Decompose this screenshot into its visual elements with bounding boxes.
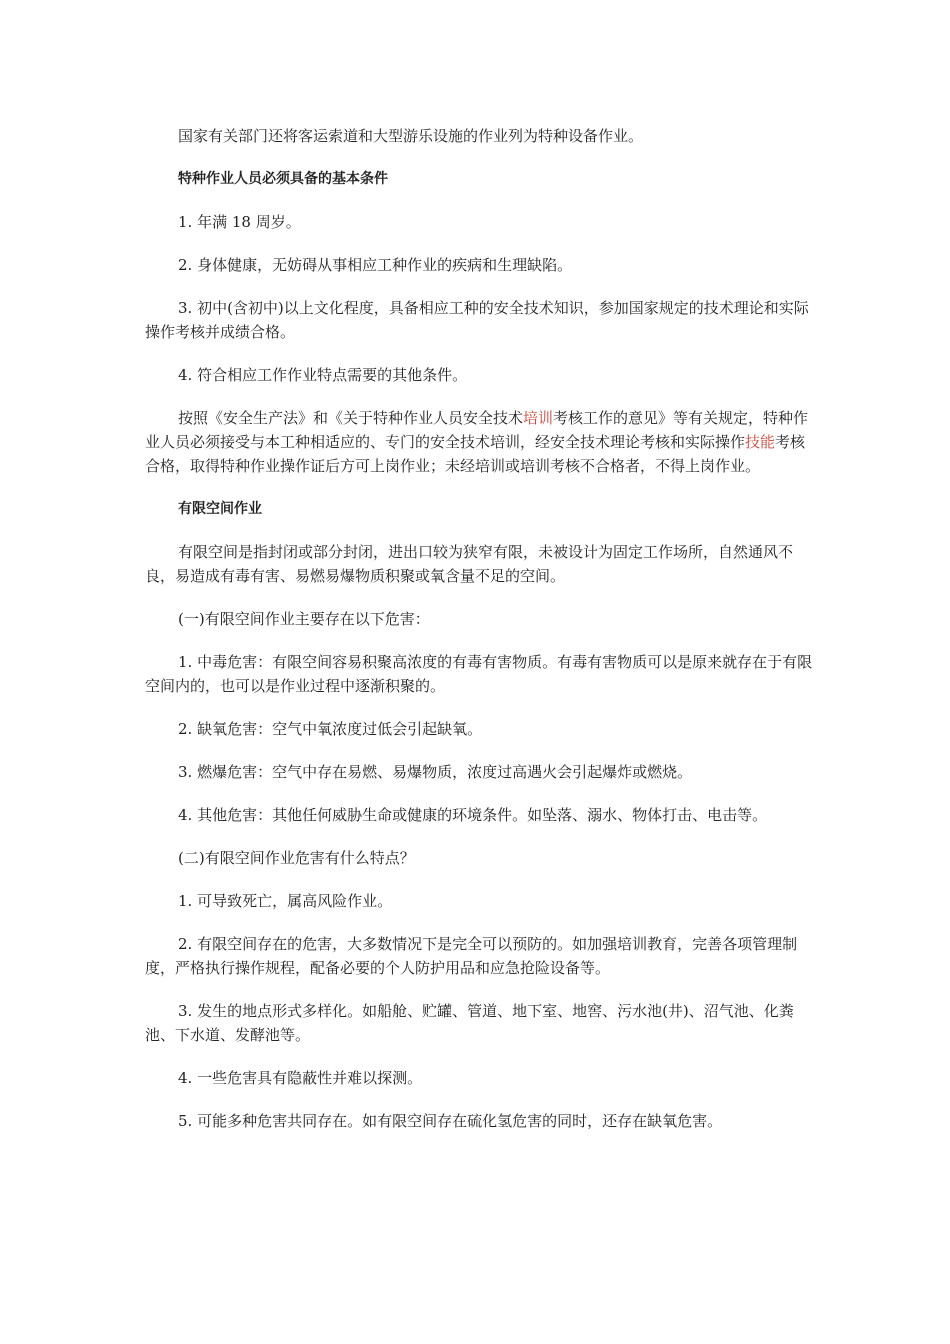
training-keyword-link[interactable]: 培训 <box>523 409 554 427</box>
section-heading-requirements: 特种作业人员必须具备的基本条件 <box>178 171 388 187</box>
list-item-requirement-1: 1. 年满 18 周岁。 <box>178 213 301 231</box>
list-item-feature-1: 1. 可导致死亡，属高风险作业。 <box>178 892 393 910</box>
list-item-feature-5: 5. 可能多种危害共同存在。如有限空间存在硫化氢危害的同时，还存在缺氧危害。 <box>178 1112 723 1130</box>
skill-keyword-link[interactable]: 技能 <box>745 433 776 451</box>
hazards-subheading: (一)有限空间作业主要存在以下危害： <box>178 610 430 628</box>
list-item-hazard-2: 2. 缺氧危害：空气中氧浓度过低会引起缺氧。 <box>178 720 483 738</box>
list-item-feature-4: 4. 一些危害具有隐蔽性并难以探测。 <box>178 1069 423 1087</box>
regulation-paragraph <box>145 406 815 478</box>
list-item-hazard-4: 4. 其他危害：其他任何威胁生命或健康的环境条件。如坠落、溺水、物体打击、电击等。 <box>178 806 768 824</box>
confined-space-definition: 有限空间是指封闭或部分封闭，进出口较为狭窄有限，未被设计为固定工作场所，自然通风不良，易造成有毒有害、易燃易爆物质积聚或氧含量不足的空间。 <box>145 543 794 585</box>
section-heading-confined-space: 有限空间作业 <box>178 501 262 517</box>
list-item-requirement-4: 4. 符合相应工作作业特点需要的其他条件。 <box>178 366 468 384</box>
list-item-hazard-1: 1. 中毒危害：有限空间容易积聚高浓度的有毒有害物质。有毒有害物质可以是原来就存在于有限空间内的，也可以是作业过程中逐渐积聚的。 <box>145 653 813 695</box>
list-item-requirement-3: 3. 初中(含初中)以上文化程度，具备相应工种的安全技术知识，参加国家规定的技术理论和实际操作考核并成绩合格。 <box>145 299 809 341</box>
regulation-text-part3: 考核合格，取得特种作业操作证后方可上岗作业；未经培训或培训考核不合格者，不得上岗作业。 <box>145 433 806 475</box>
list-item-hazard-3: 3. 燃爆危害：空气中存在易燃、易爆物质，浓度过高遇火会引起爆炸或燃烧。 <box>178 763 693 781</box>
document-page <box>145 124 815 1133</box>
list-item-feature-2: 2. 有限空间存在的危害，大多数情况下是完全可以预防的。如加强培训教育，完善各项管理制度，严格执行操作规程，配备必要的个人防护用品和应急抢险设备等。 <box>145 935 798 977</box>
regulation-text-part1: 按照《安全生产法》和《关于特种作业人员安全技术 <box>178 409 524 427</box>
list-item-feature-3: 3. 发生的地点形式多样化。如船舱、贮罐、管道、地下室、地窖、污水池(井)、沼气池、化粪池、下水道、发酵池等。 <box>145 1002 794 1044</box>
list-item-requirement-2: 2. 身体健康，无妨碍从事相应工种作业的疾病和生理缺陷。 <box>178 256 573 274</box>
intro-paragraph: 国家有关部门还将客运索道和大型游乐设施的作业列为特种设备作业。 <box>178 127 644 145</box>
features-subheading: (二)有限空间作业危害有什么特点？ <box>178 849 415 867</box>
regulation-text-part2: 考核工作的意见》等有关规定，特种作业人员必须接受与本工种相适应的、专门的安全技术培训，经安全技术理论考核和实际操作 <box>145 409 809 451</box>
